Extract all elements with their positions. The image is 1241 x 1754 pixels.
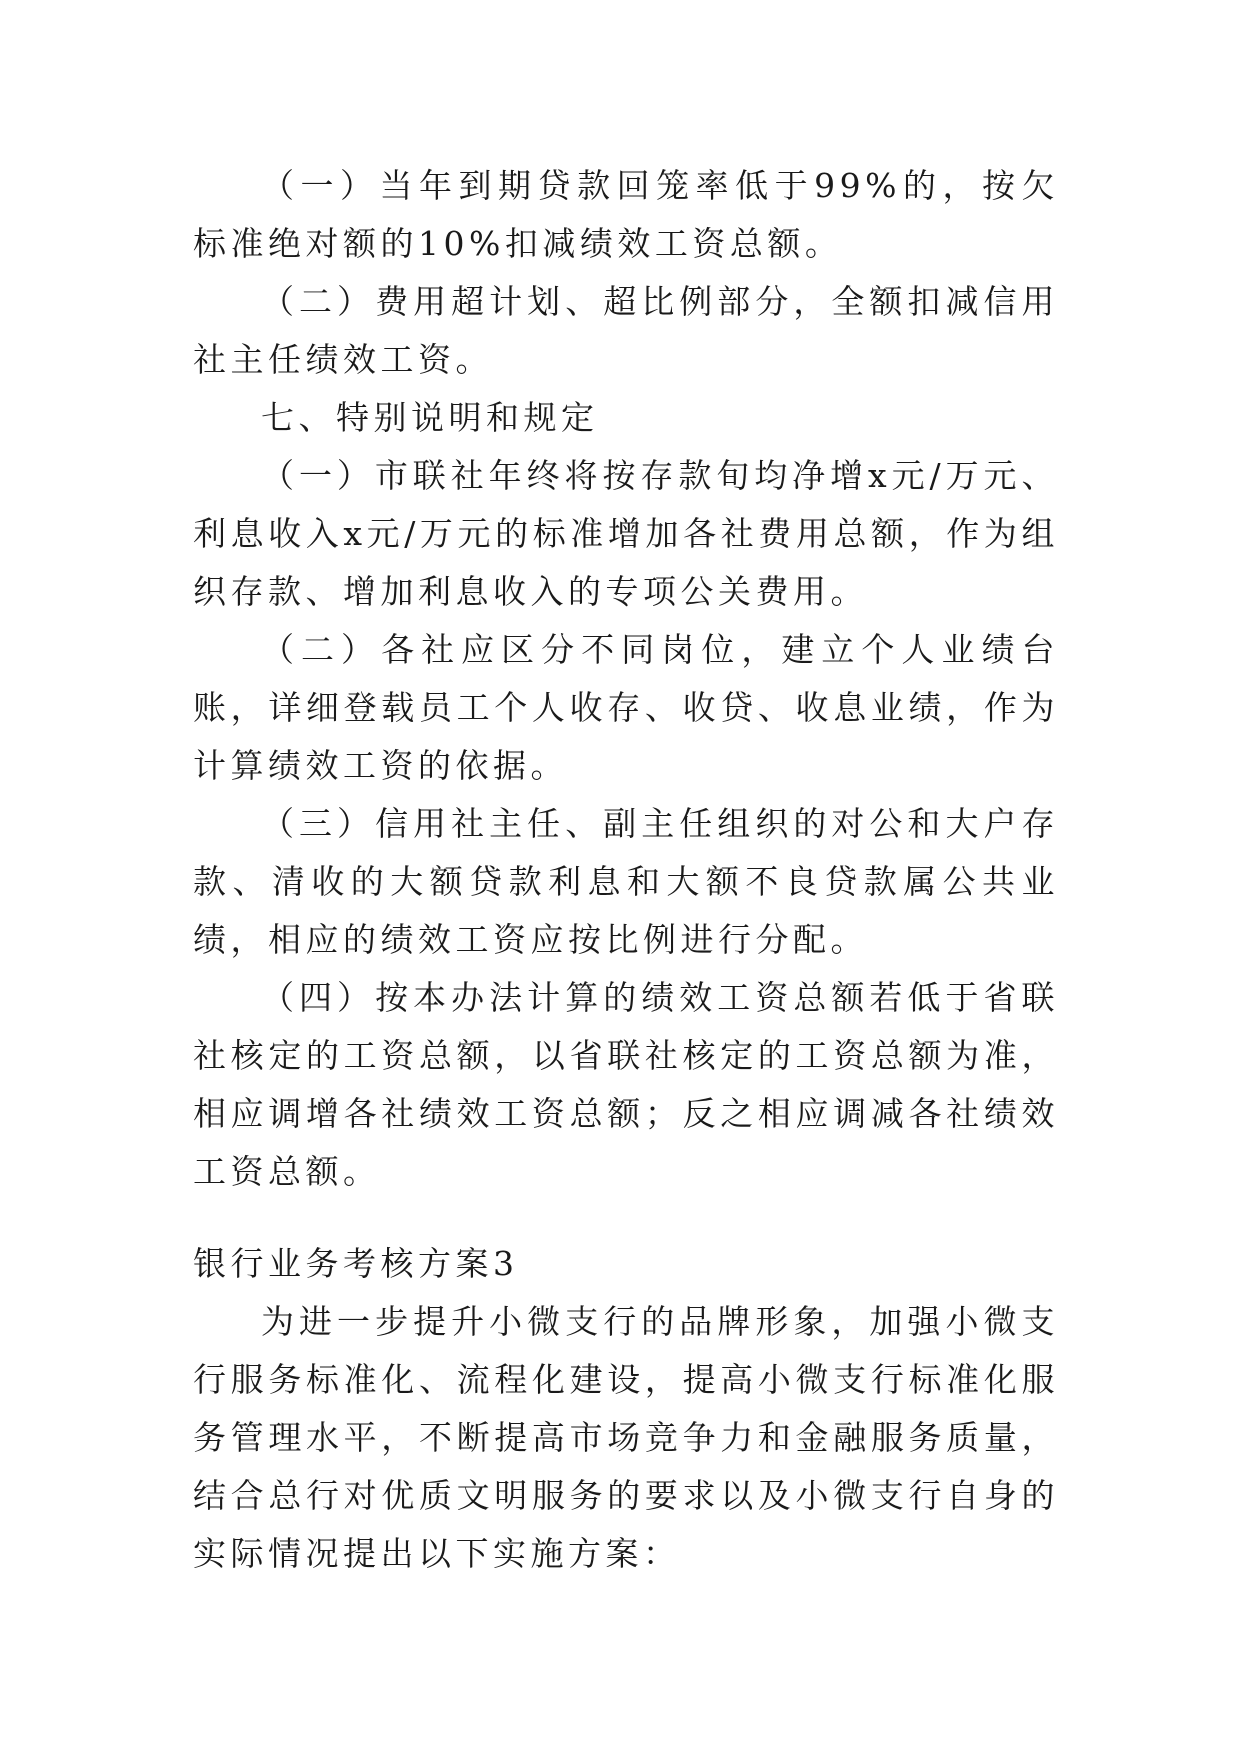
paragraph-expense-overrun: （二）费用超计划、超比例部分，全额扣减信用社主任绩效工资。 xyxy=(193,282,1059,379)
paragraph-public-relations-fee: （一）市联社年终将按存款旬均净增x元/万元、利息收入x元/万元的标准增加各社费用总额，作为组织存款、增加利息收入的专项公关费用。 xyxy=(193,456,1059,611)
paragraph-performance-ledger: （二）各社应区分不同岗位，建立个人业绩台账，详细登载员工个人收存、收贷、收息业绩，作为计算绩效工资的依据。 xyxy=(193,630,1059,785)
section-title-plan-3: 银行业务考核方案3 xyxy=(193,1244,519,1283)
paragraph-total-wage-adjustment: （四）按本办法计算的绩效工资总额若低于省联社核定的工资总额，以省联社核定的工资总额为准，相应调增各社绩效工资总额；反之相应调减各社绩效工资总额。 xyxy=(193,978,1059,1191)
document-body xyxy=(193,157,1059,1583)
paragraph-repayment-rate: （一）当年到期贷款回笼率低于99%的，按欠标准绝对额的10%扣减绩效工资总额。 xyxy=(193,166,1059,263)
section-spacer xyxy=(193,1201,1059,1235)
paragraph-public-performance: （三）信用社主任、副主任组织的对公和大户存款、清收的大额贷款利息和大额不良贷款属公共业绩，相应的绩效工资应按比例进行分配。 xyxy=(193,804,1059,959)
paragraph-plan-intro: 为进一步提升小微支行的品牌形象，加强小微支行服务标准化、流程化建设，提高小微支行标准化服务管理水平，不断提高市场竞争力和金融服务质量，结合总行对优质文明服务的要求以及小微支行自身的实际情况提出以下实施方案： xyxy=(193,1302,1059,1573)
section-heading-special-rules: 七、特别说明和规定 xyxy=(261,398,599,437)
